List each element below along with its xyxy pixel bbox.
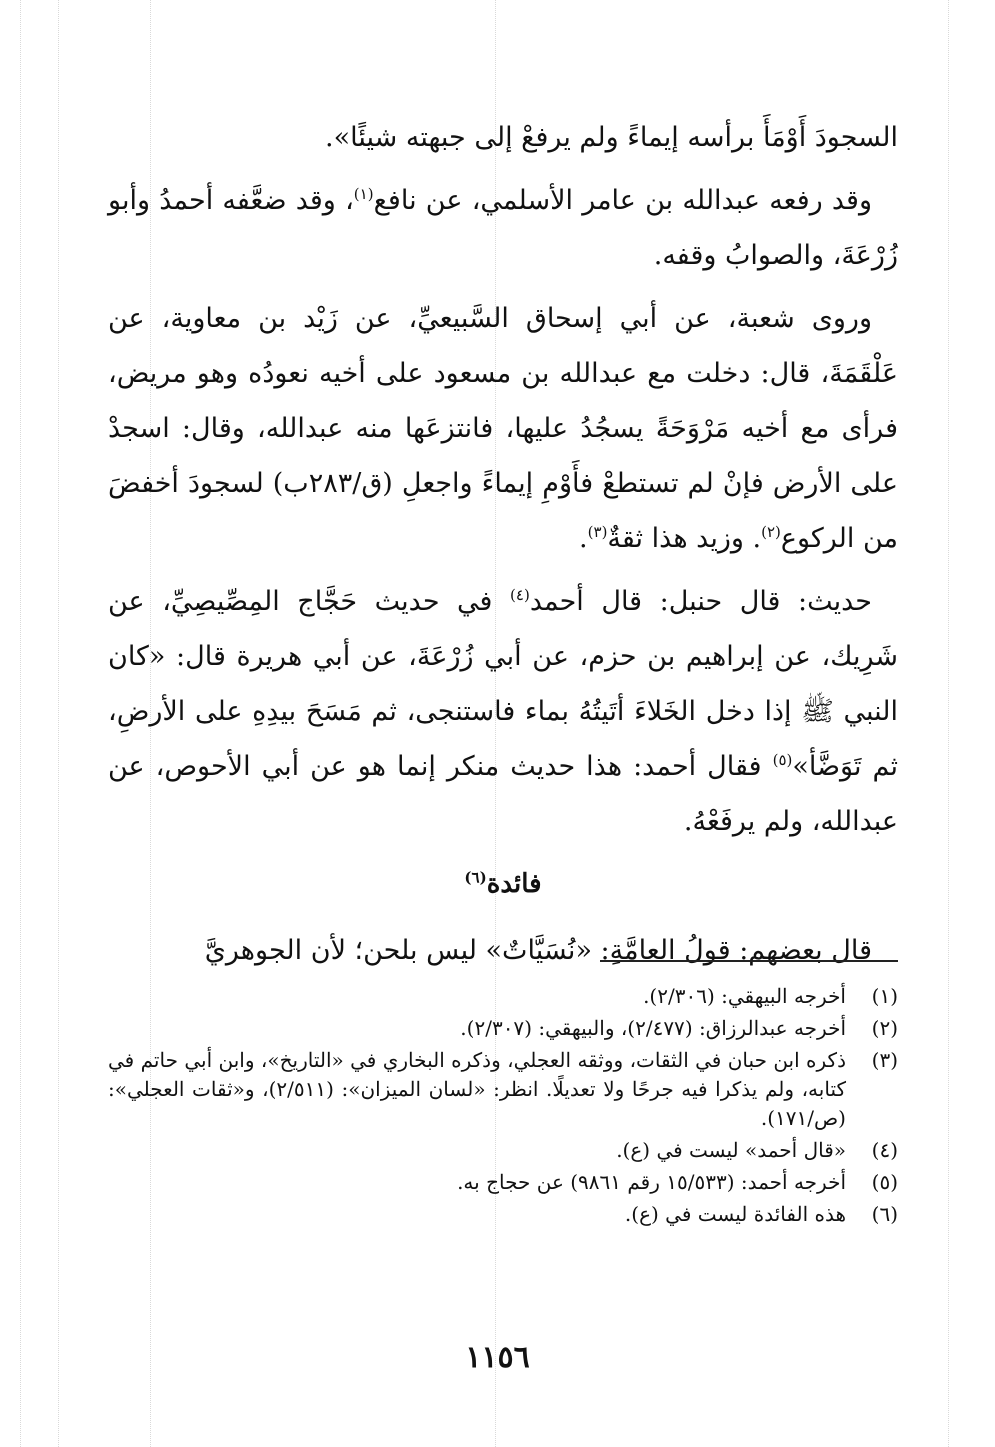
paragraph-text: . وزيد هذا ثقةٌ — [607, 523, 762, 554]
paragraph-nafi — [108, 173, 898, 283]
footnote-text: أخرجه أحمد: (١٥/٥٣٣ رقم ٩٨٦١) عن حجاج به. — [457, 1170, 846, 1194]
scan-guide-line — [20, 0, 21, 1447]
footnote-text: أخرجه البيهقي: (٢/٣٠٦). — [643, 984, 846, 1008]
heading-text: فائدة — [486, 869, 542, 899]
paragraph-text: ، وقد ضعَّفه أحمدُ وأبو زُرْعَةَ، والصوابُ وقفه. — [108, 185, 898, 271]
footnote-ref[interactable]: (٦) — [464, 868, 487, 887]
footnote-ref[interactable]: (٤) — [510, 586, 530, 604]
footnote-number: (٤) — [871, 1138, 898, 1162]
footnote-text: ذكره ابن حبان في الثقات، ووثقه العجلي، وذكره البخاري في «التاريخ»، وابن أبي حاتم في كتابه، ولم يذكرا فيه جرحًا ولا تعديلًا. انظر: «لسان الميزان»: (٢/٥١١)، و«ثقات العجلي»: (ص/١٧١). — [108, 1048, 846, 1130]
footnote-item — [108, 1136, 898, 1165]
footnote-item — [108, 1046, 898, 1133]
footnote-divider — [600, 960, 898, 962]
footnote-ref[interactable]: (٥) — [772, 751, 793, 769]
paragraph-faida — [108, 923, 898, 978]
footnote-item — [108, 1200, 898, 1229]
footnote-ref[interactable]: (٣) — [587, 523, 608, 541]
footnote-ref[interactable]: (١) — [353, 185, 374, 203]
footnotes — [108, 982, 898, 1232]
footnote-text: هذه الفائدة ليست في (ع). — [624, 1202, 846, 1226]
section-heading — [108, 859, 898, 909]
paragraph-text: السجودَ أَوْمَأَ برأسه إيماءً ولم يرفعْ إلى جبهته شيئًا». — [325, 122, 898, 153]
paragraph-text: وروى شعبة، عن أبي إسحاق السَّبيعيِّ، عن زَيْد بن معاوية، عن عَلْقَمَةَ، قال: دخلت مع عبدالله بن مسعود على أخيه نعودُه وهو مريض، فرأى مع أخيه مَرْوَحَةً يسجُدُ عليها، فانتزعَها منه عبدالله، وقال: اسجدْ على الأرض فإنْ لم تستطعْ فأَوْمِ إيماءً واجعلِ (ق/٢٨٣ب) لسجودَ أخفضَ من الركوع — [108, 303, 898, 554]
paragraph-text: وقد رفعه عبدالله بن عامر الأسلمي، عن نافع — [373, 185, 872, 216]
footnote-text: «قال أحمد» ليست في (ع). — [616, 1138, 846, 1162]
paragraph-text: . — [579, 523, 588, 554]
footnote-number: (٥) — [871, 1170, 898, 1194]
paragraph-hadith — [108, 574, 898, 849]
footnote-number: (٦) — [871, 1202, 898, 1226]
footnote-item — [108, 982, 898, 1011]
paragraph-continuation — [108, 110, 898, 165]
paragraph-text: حديث: قال حنبل: قال أحمد — [529, 586, 873, 617]
footnote-number: (٣) — [871, 1048, 898, 1072]
footnote-text: أخرجه عبدالرزاق: (٢/٤٧٧)، والبيهقي: (٢/٣٠٧). — [460, 1016, 846, 1040]
footnote-item — [108, 1168, 898, 1197]
paragraph-text: قال بعضهم: قولُ العامَّةِ: «نُسَيَّاتٌ» ليس بلحن؛ لأن الجوهريَّ — [204, 935, 872, 966]
footnote-number: (٢) — [871, 1016, 898, 1040]
scan-guide-line — [948, 0, 949, 1447]
footnote-item — [108, 1014, 898, 1043]
footnote-number: (١) — [871, 984, 898, 1008]
main-text — [108, 110, 898, 986]
paragraph-text: في حديث حَجَّاج المِصِّيصِيِّ، عن شَرِيك، عن إبراهيم بن حزم، عن أبي زُرْعَةَ، عن أبي هريرة قال: «كان النبي ﷺ إذا دخل الخَلاءَ أتَيتُهُ بماء فاستنجى، ثم مَسَحَ بيدِهِ على الأرضِ، ثم تَوَضَّأ» — [108, 586, 899, 782]
scan-guide-line — [58, 0, 59, 1447]
paragraph-text: فقال أحمد: هذا حديث منكر إنما هو عن أبي الأحوص، عن عبدالله، ولم يرفَعْهُ. — [108, 751, 898, 837]
page-number: ١١٥٦ — [465, 1340, 530, 1375]
footnote-ref[interactable]: (٢) — [761, 523, 781, 541]
paragraph-shuba — [108, 291, 898, 566]
